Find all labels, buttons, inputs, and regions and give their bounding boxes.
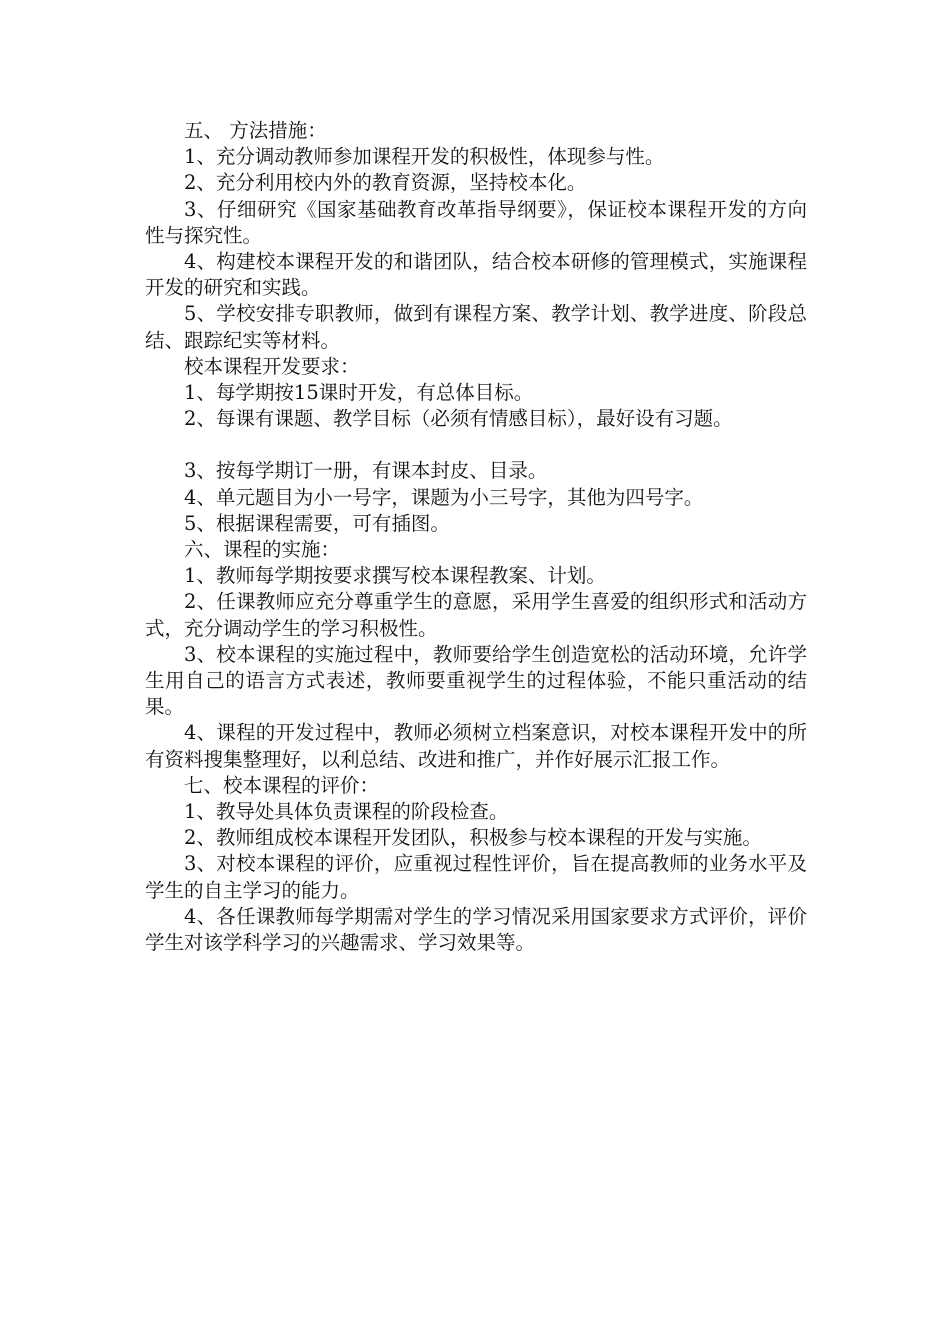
section-heading-implementation: 六、课程的实施：	[184, 538, 341, 562]
paragraph: 4、课程的开发过程中，教师必须树立档案意识，对校本课程开发中的所有资料搜集整理好，以利总结、改进和推广，并作好展示汇报工作。	[145, 721, 807, 771]
paragraph: 1、教师每学期按要求撰写校本课程教案、计划。	[184, 564, 606, 588]
paragraph: 4、各任课教师每学期需对学生的学习情况采用国家要求方式评价，评价学生对该学科学习的兴趣需求、学习效果等。	[145, 904, 807, 955]
section-heading-requirements: 校本课程开发要求：	[184, 354, 360, 378]
paragraph: 5、根据课程需要，可有插图。	[184, 511, 450, 535]
paragraph: 2、每课有课题、教学目标（必须有情感目标），最好设有习题。	[184, 407, 733, 431]
paragraph: 3、校本课程的实施过程中，教师要给学生创造宽松的活动环境，允许学生用自己的语言方式表述，教师要重视学生的过程体验，不能只重活动的结果。	[145, 642, 807, 719]
paragraph: 4、构建校本课程开发的和谐团队，结合校本研修的管理模式，实施课程开发的研究和实践。	[145, 250, 807, 300]
paragraph: 1、教导处具体负责课程的阶段检查。	[184, 800, 509, 824]
blank-line	[145, 432, 807, 458]
paragraph: 4、单元题目为小一号字，课题为小三号字，其他为四号字。	[184, 485, 704, 509]
document-body	[145, 118, 807, 956]
paragraph: 3、仔细研究《国家基础教育改革指导纲要》，保证校本课程开发的方向性与探究性。	[145, 197, 807, 247]
paragraph: 3、按每学期订一册，有课本封皮、目录。	[184, 459, 548, 483]
paragraph: 2、充分利用校内外的教育资源，坚持校本化。	[184, 171, 587, 195]
paragraph: 1、每学期按15课时开发，有总体目标。	[184, 381, 534, 405]
paragraph: 2、任课教师应充分尊重学生的意愿，采用学生喜爱的组织形式和活动方式，充分调动学生的学习积极性。	[145, 590, 807, 640]
section-heading-methods: 五、 方法措施：	[184, 119, 327, 142]
paragraph: 2、教师组成校本课程开发团队，积极参与校本课程的开发与实施。	[184, 826, 762, 850]
paragraph: 3、对校本课程的评价，应重视过程性评价，旨在提高教师的业务水平及学生的自主学习的能力。	[145, 852, 807, 902]
paragraph: 5、学校安排专职教师，做到有课程方案、教学计划、教学进度、阶段总结、跟踪纪实等材料。	[145, 302, 807, 352]
section-heading-evaluation: 七、校本课程的评价：	[184, 773, 380, 797]
paragraph: 1、充分调动教师参加课程开发的积极性，体现参与性。	[184, 145, 665, 169]
